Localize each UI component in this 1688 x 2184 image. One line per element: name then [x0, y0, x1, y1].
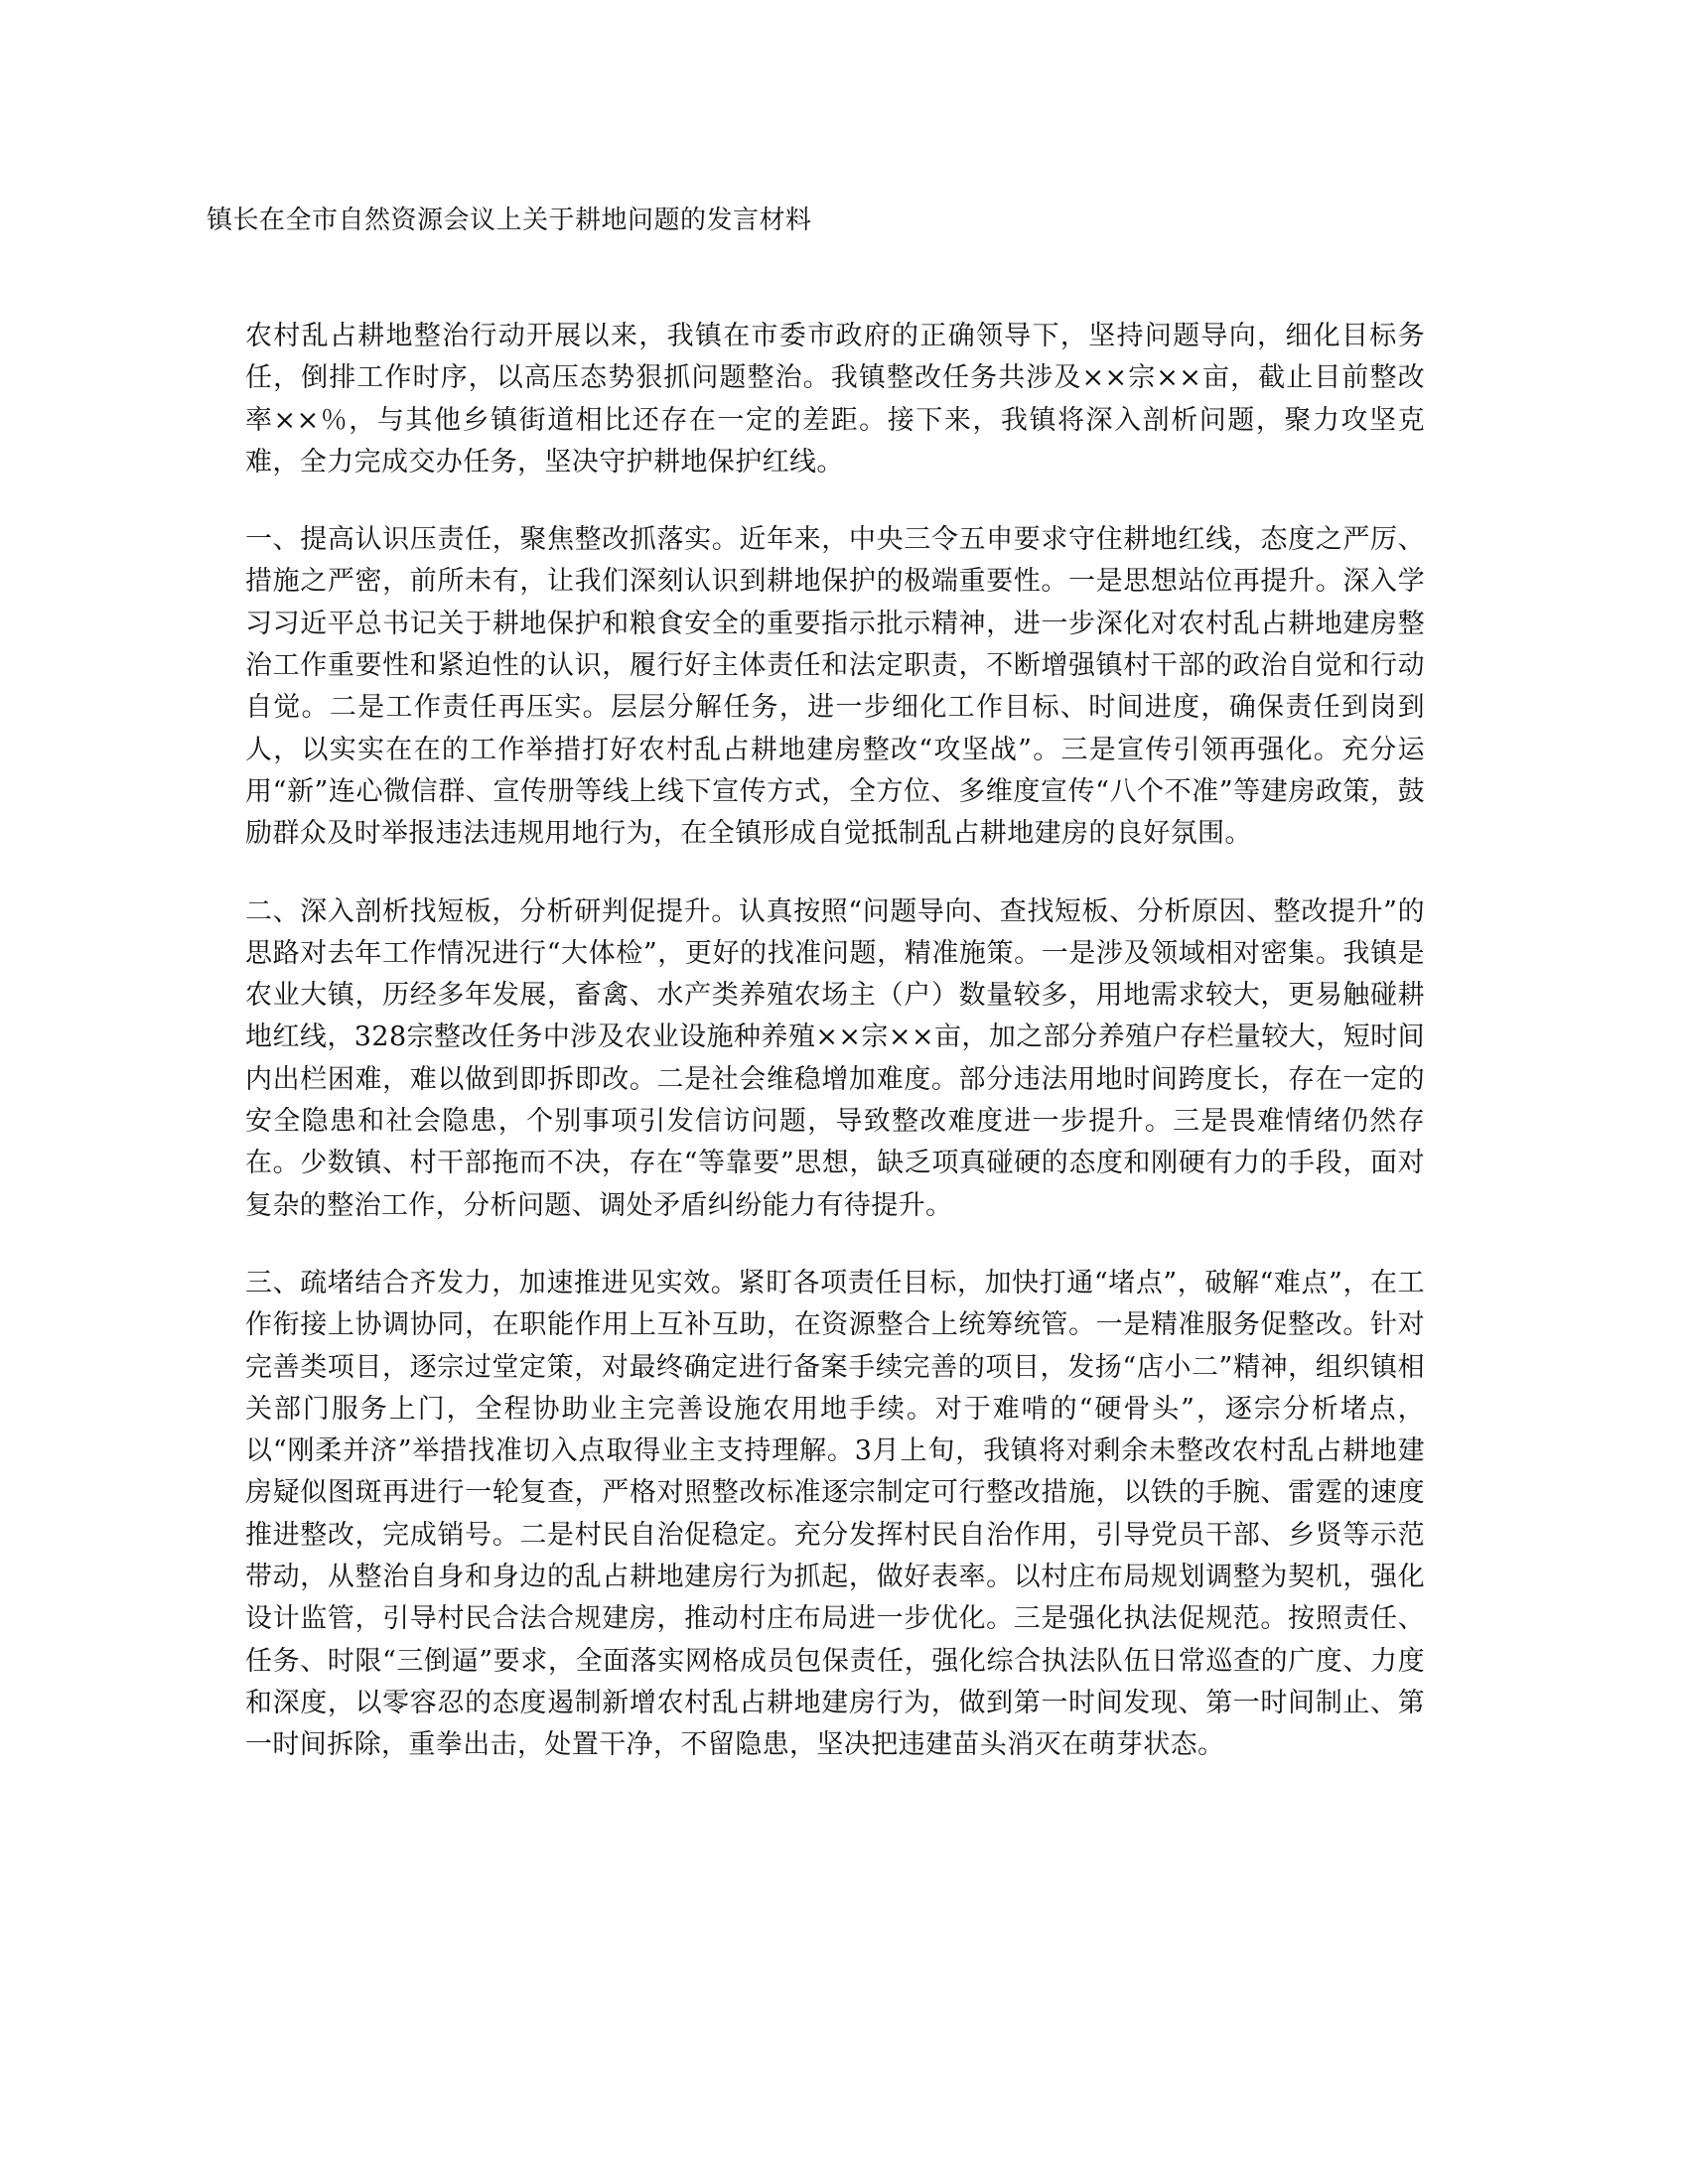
paragraph-section-2: 二、深入剖析找短板，分析研判促提升。认真按照“问题导向、查找短板、分析原因、整改提升”的思路对去年工作情况进行“大体检”，更好的找准问题，精准施策。一是涉及领域相对密集。我镇是农业大镇，历经多年发展，畜禽、水产类养殖农场主（户）数量较多，用地需求较大，更易触碰耕地红线，328宗整改任务中涉及农业设施种养殖××宗××亩，加之部分养殖户存栏量较大，短时间内出栏困难，难以做到即拆即改。二是社会维稳增加难度。部分违法用地时间跨度长，存在一定的安全隐患和社会隐患，个别事项引发信访问题，导致整改难度进一步提升。三是畏难情绪仍然存在。少数镇、村干部拖而不决，存在“等靠要”思想，缺乏项真碰硬的态度和刚硬有力的手段，面对复杂的整治工作，分析问题、调处矛盾纠纷能力有待提升。 [245, 895, 1425, 1221]
paragraph-section-3: 三、疏堵结合齐发力，加速推进见实效。紧盯各项责任目标，加快打通“堵点”，破解“难点”，在工作衔接上协调协同，在职能作用上互补互助，在资源整合上统筹统管。一是精准服务促整改。针对完善类项目，逐宗过堂定策，对最终确定进行备案手续完善的项目，发扬“店小二”精神，组织镇相关部门服务上门，全程协助业主完善设施农用地手续。对于难啃的“硬骨头”，逐宗分析堵点，以“刚柔并济”举措找准切入点取得业主支持理解。3月上旬，我镇将对剩余未整改农村乱占耕地建房疑似图斑再进行一轮复查，严格对照整改标准逐宗制定可行整改措施，以铁的手腕、雷霆的速度推进整改，完成销号。二是村民自治促稳定。充分发挥村民自治作用，引导党员干部、乡贤等示范带动，从整治自身和身边的乱占耕地建房行为抓起，做好表率。以村庄布局规划调整为契机，强化设计监管，引导村民合法合规建房，推动村庄布局进一步优化。三是强化执法促规范。按照责任、任务、时限“三倒逼”要求，全面落实网格成员包保责任，强化综合执法队伍日常巡查的广度、力度和深度，以零容忍的态度遏制新增农村乱占耕地建房行为，做到第一时间发现、第一时间制止、第一时间拆除，重拳出击，处置干净，不留隐患，坚决把违建苗头消灭在萌芽状态。 [245, 1267, 1425, 1761]
paragraph-intro: 农村乱占耕地整治行动开展以来，我镇在市委市政府的正确领导下，坚持问题导向，细化目标务任，倒排工作时序，以高压态势狠抓问题整治。我镇整改任务共涉及××宗××亩，截止目前整改率××％，与其他乡镇街道相比还存在一定的差距。接下来，我镇将深入剖析问题，聚力攻坚克难，全力完成交办任务，坚决守护耕地保护红线。 [245, 321, 1425, 478]
paragraph-section-1: 一、提高认识压责任，聚焦整改抓落实。近年来，中央三令五申要求守住耕地红线，态度之严厉、措施之严密，前所未有，让我们深刻认识到耕地保护的极端重要性。一是思想站位再提升。深入学习习近平总书记关于耕地保护和粮食安全的重要指示批示精神，进一步深化对农村乱占耕地建房整治工作重要性和紧迫性的认识，履行好主体责任和法定职责，不断增强镇村干部的政治自觉和行动自觉。二是工作责任再压实。层层分解任务，进一步细化工作目标、时间进度，确保责任到岗到人，以实实在在的工作举措打好农村乱占耕地建房整改“攻坚战”。三是宣传引领再强化。充分运用“新”连心微信群、宣传册等线上线下宣传方式，全方位、多维度宣传“八个不准”等建房政策，鼓励群众及时举报违法违规用地行为，在全镇形成自觉抵制乱占耕地建房的良好氛围。 [245, 524, 1425, 850]
document-body [245, 316, 1425, 1803]
document-title: 镇长在全市自然资源会议上关于耕地问题的发言材料 [207, 205, 812, 235]
